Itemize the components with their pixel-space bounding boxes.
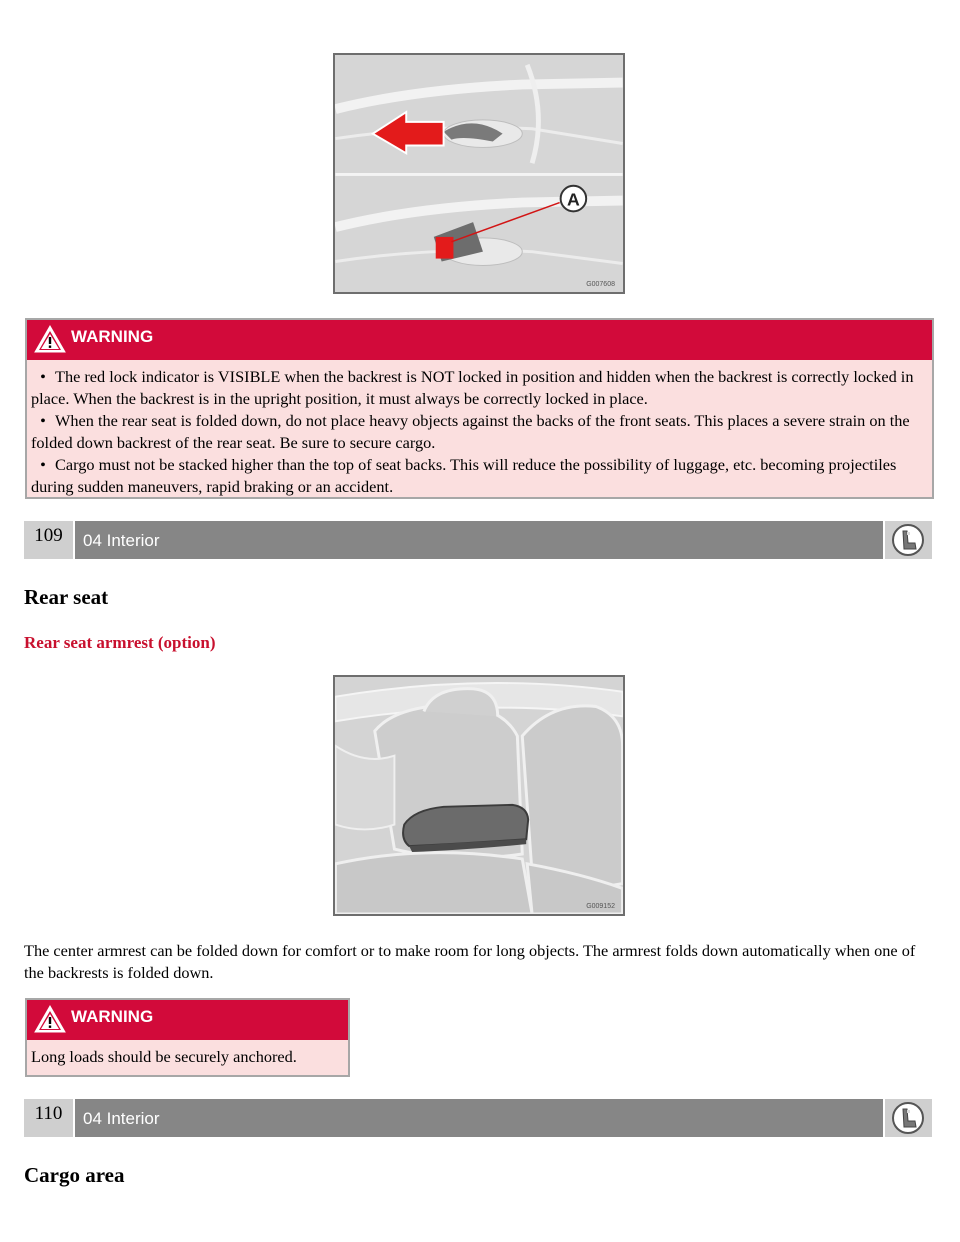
warning-item bbox=[31, 366, 927, 410]
warning-box bbox=[25, 318, 934, 499]
section-title: 04 Interior bbox=[75, 1099, 883, 1137]
warning-item-text: When the rear seat is folded down, do not place heavy objects against the backs of the front seats. This places a severe strain on the folded down backrest of the rear seat. Be sure to secure cargo. bbox=[31, 411, 910, 452]
warning-triangle-icon bbox=[33, 324, 67, 354]
figure-code: G009152 bbox=[586, 903, 615, 910]
page-header-bar bbox=[24, 521, 932, 559]
section-icon-box bbox=[885, 521, 932, 559]
backrest-lock-figure bbox=[333, 53, 625, 294]
section-heading: Rear seat bbox=[24, 585, 109, 609]
subsection-heading: Rear seat armrest (option) bbox=[24, 633, 216, 652]
warning-item bbox=[31, 454, 927, 498]
section-icon-box bbox=[885, 1099, 932, 1137]
figure-code: G007608 bbox=[586, 281, 615, 288]
backrest-lock-illustration bbox=[335, 55, 623, 292]
warning-item-text: Cargo must not be stacked higher than the top of seat backs. This will reduce the possibility of luggage, etc. becoming projectiles during sudden maneuvers, rapid braking or an accident. bbox=[31, 455, 897, 496]
warning-header bbox=[27, 1000, 348, 1040]
page-number: 109 bbox=[24, 521, 73, 559]
warning-item-text: The red lock indicator is VISIBLE when the backrest is NOT locked in position and hidden when the backrest is correctly locked in place. When the backrest is in the upright position, it must always be correctly locked in place. bbox=[31, 367, 914, 408]
bullet-icon: • bbox=[40, 411, 46, 430]
bullet-icon: • bbox=[40, 455, 46, 474]
section-title: 04 Interior bbox=[75, 521, 883, 559]
warning-box bbox=[25, 998, 350, 1077]
section-heading: Cargo area bbox=[24, 1163, 125, 1187]
seat-icon bbox=[891, 1101, 925, 1135]
armrest-illustration bbox=[335, 677, 623, 914]
callout-a-label: A bbox=[567, 189, 580, 210]
seat-icon bbox=[891, 523, 925, 557]
page-number: 110 bbox=[24, 1099, 73, 1137]
armrest-figure bbox=[333, 675, 625, 916]
warning-header bbox=[27, 320, 932, 360]
warning-triangle-icon bbox=[33, 1004, 67, 1034]
warning-list bbox=[27, 360, 932, 504]
warning-title: WARNING bbox=[71, 1007, 154, 1026]
warning-title: WARNING bbox=[71, 327, 154, 346]
bullet-icon: • bbox=[40, 367, 46, 386]
warning-text: Long loads should be securely anchored. bbox=[31, 1047, 297, 1066]
warning-item bbox=[31, 410, 927, 454]
page-header-bar bbox=[24, 1099, 932, 1137]
body-paragraph: The center armrest can be folded down for comfort or to make room for long objects. The armrest folds down automatically when one of the backrests is folded down. bbox=[24, 941, 916, 982]
